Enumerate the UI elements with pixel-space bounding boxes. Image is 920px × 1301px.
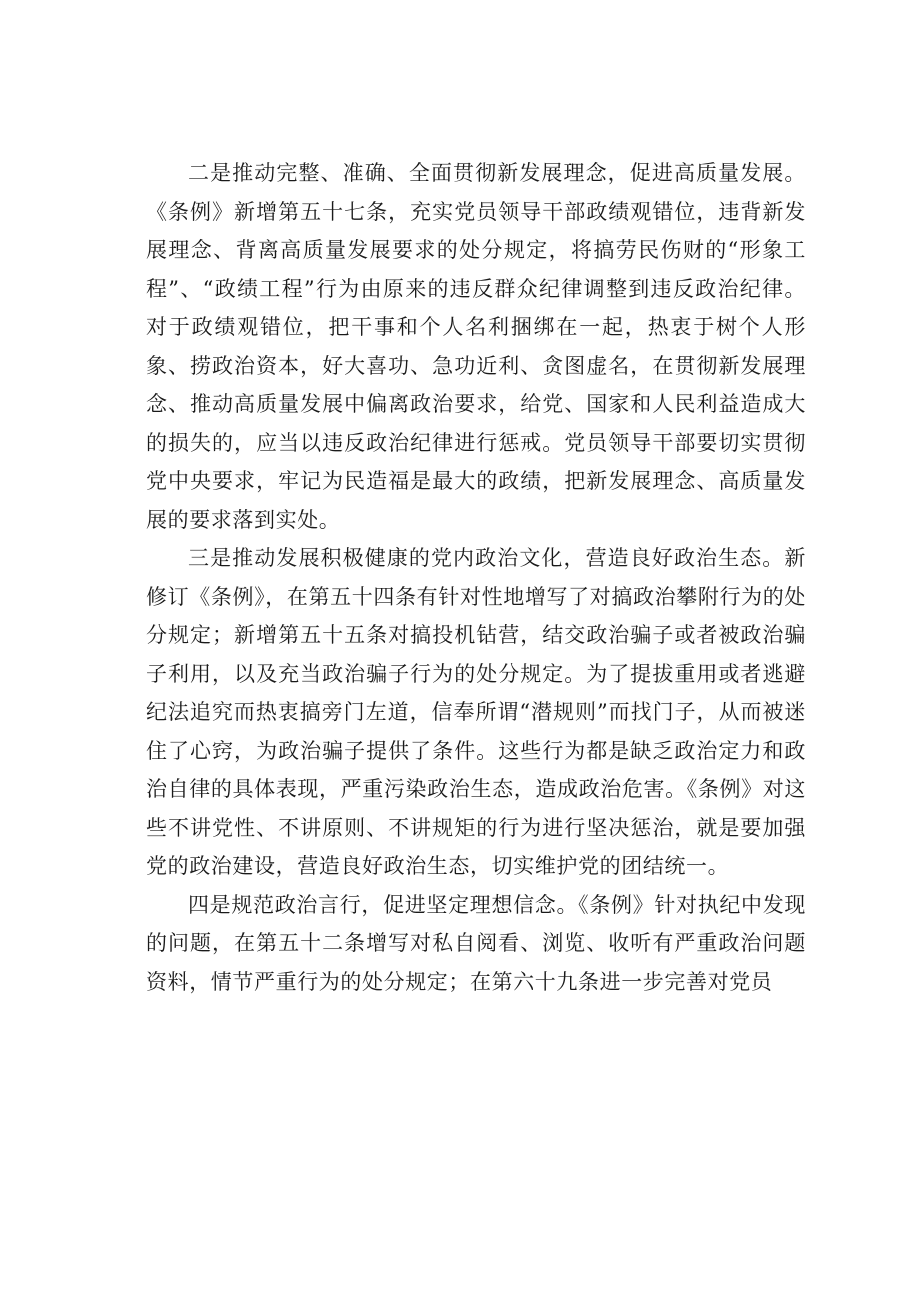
paragraph-political-conduct: 四是规范政治言行，促进坚定理想信念。《条例》针对执纪中发现的问题，在第五十二条增写对私自阅看、浏览、收听有严重政治问题资料，情节严重行为的处分规定；在第六十九条进一步完善对党员 [146, 892, 806, 994]
document-body [146, 154, 806, 1001]
paragraph-new-development-concept: 二是推动完整、准确、全面贯彻新发展理念，促进高质量发展。《条例》新增第五十七条，充实党员领导干部政绩观错位，违背新发展理念、背离高质量发展要求的处分规定，将搞劳民伤财的“形象工程”、“政绩工程”行为由原来的违反群众纪律调整到违反政治纪律。对于政绩观错位，把干事和个人名利捆绑在一起，热衷于树个人形象、捞政治资本，好大喜功、急功近利、贪图虚名，在贯彻新发展理念、推动高质量发展中偏离政治要求，给党、国家和人民利益造成大的损失的，应当以违反政治纪律进行惩戒。党员领导干部要切实贯彻党中央要求，牢记为民造福是最大的政绩，把新发展理念、高质量发展的要求落到实处。 [146, 161, 806, 532]
paragraph-political-culture: 三是推动发展积极健康的党内政治文化，营造良好政治生态。新修订《条例》，在第五十四条有针对性地增写了对搞政治攀附行为的处分规定；新增第五十五条对搞投机钻营，结交政治骗子或者被政治骗子利用，以及充当政治骗子行为的处分规定。为了提拔重用或者逃避纪法追究而热衷搞旁门左道，信奉所谓“潜规则”而找门子，从而被迷住了心窍，为政治骗子提供了条件。这些行为都是缺乏政治定力和政治自律的具体表现，严重污染政治生态，造成政治危害。《条例》对这些不讲党性、不讲原则、不讲规矩的行为进行坚决惩治，就是要加强党的政治建设，营造良好政治生态，切实维护党的团结统一。 [146, 546, 806, 878]
